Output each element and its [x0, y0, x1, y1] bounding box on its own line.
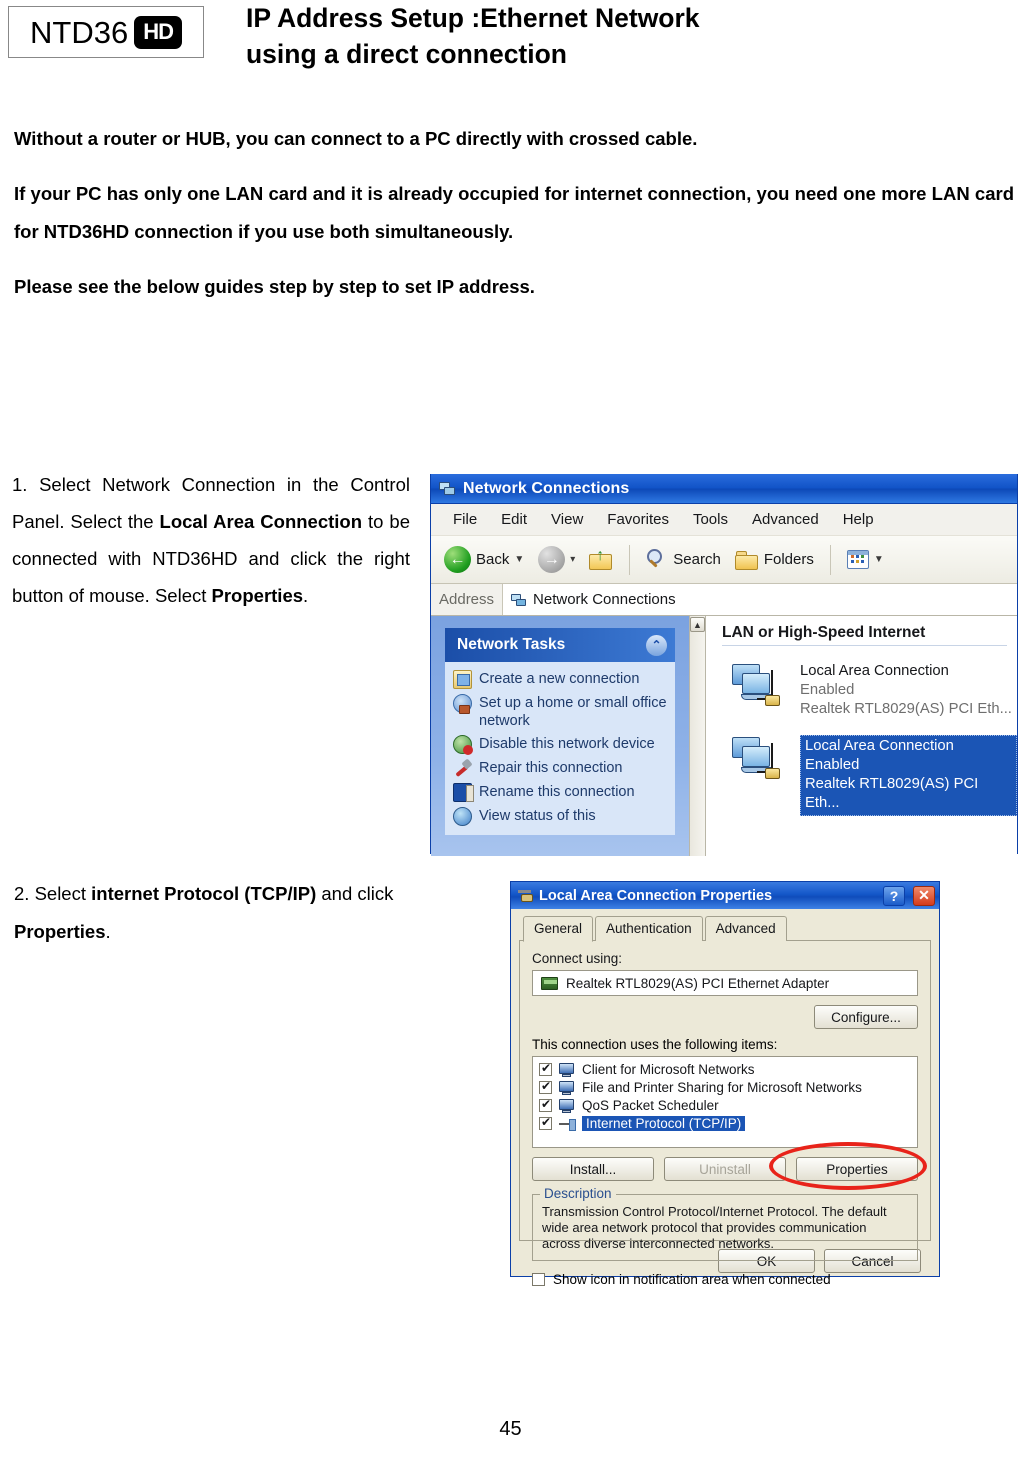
install-button[interactable]: Install... — [532, 1157, 654, 1181]
step-2-part-3: . — [105, 921, 111, 942]
task-setup-home-network[interactable] — [453, 694, 669, 730]
disable-device-icon — [453, 735, 472, 754]
chevron-down-icon-forward[interactable]: ▾ — [570, 554, 576, 565]
connect-using-label: Connect using: — [532, 951, 623, 966]
description-group — [532, 1186, 918, 1261]
search-button-label: Search — [673, 551, 721, 568]
component-checkbox[interactable] — [539, 1099, 552, 1112]
qos-scheduler-icon — [559, 1099, 575, 1113]
network-connection-icon-selected — [730, 735, 786, 783]
component-checkbox[interactable] — [539, 1081, 552, 1094]
step-1-part-1: 1. Select Network Connection in the Control Panel. Select the — [12, 474, 410, 532]
address-bar — [431, 584, 1017, 616]
configure-button-row — [532, 1005, 918, 1029]
page-title — [246, 0, 946, 72]
address-input[interactable] — [502, 584, 1017, 615]
component-label-selected: Internet Protocol (TCP/IP) — [582, 1116, 745, 1131]
network-adapter-icon — [518, 889, 533, 903]
adapter-field — [532, 970, 918, 996]
ok-button[interactable]: OK — [718, 1249, 815, 1273]
step-1-part-2: to be connected with NTD36HD and click the right button of mouse. Select — [12, 511, 411, 606]
wrench-icon — [453, 759, 472, 778]
chevron-down-icon[interactable]: ▼ — [514, 554, 525, 565]
address-label: Address — [439, 591, 495, 608]
component-row[interactable] — [539, 1098, 913, 1113]
component-row-selected[interactable] — [539, 1116, 913, 1131]
back-button[interactable] — [439, 544, 529, 575]
network-tasks-header[interactable] — [445, 628, 675, 662]
menu-bar — [431, 504, 1017, 536]
task-label: Create a new connection — [479, 671, 640, 687]
component-row[interactable] — [539, 1080, 913, 1095]
page-title-line1: IP Address Setup :Ethernet Network — [246, 3, 700, 33]
task-label: Repair this connection — [479, 760, 623, 776]
client-service-icon — [559, 1063, 575, 1077]
page-title-line2: using a direct connection — [246, 39, 567, 69]
views-icon — [847, 550, 869, 569]
properties-button[interactable]: Properties — [796, 1157, 918, 1181]
window-title-bar — [431, 474, 1017, 504]
task-disable-device[interactable] — [453, 735, 669, 754]
intro-paragraph-2: If your PC has only one LAN card and it is already occupied for internet connection, you need one more LAN card for NTD36HD connection if you use both simultaneously. — [14, 183, 1014, 242]
network-tasks-list — [445, 662, 675, 835]
collapse-chevron-icon[interactable]: ⌃ — [646, 635, 667, 656]
step-2-bold-1: internet Protocol (TCP/IP) — [91, 883, 317, 904]
step-1-part-3: . — [303, 585, 309, 606]
help-button[interactable]: ? — [883, 886, 905, 906]
forward-arrow-icon: → — [538, 546, 565, 573]
tab-advanced[interactable]: Advanced — [705, 916, 787, 941]
connection-item[interactable] — [706, 646, 1017, 719]
address-value: Network Connections — [533, 591, 676, 608]
page-header — [0, 0, 1021, 95]
connection-adapter-selected: Realtek RTL8029(AS) PCI Eth... — [805, 776, 979, 811]
window-title: Network Connections — [463, 479, 630, 497]
component-action-buttons — [532, 1157, 918, 1181]
connection-status: Enabled — [800, 682, 855, 698]
menu-item-edit[interactable]: Edit — [501, 511, 528, 528]
page-number: 45 — [499, 1418, 522, 1440]
home-network-icon — [453, 694, 472, 713]
task-label: Set up a home or small office network — [479, 695, 667, 729]
logo-hd-badge: HD — [134, 16, 182, 49]
step-2-part-1: 2. Select — [14, 883, 92, 904]
dialog-title-bar — [511, 882, 939, 909]
components-list[interactable] — [532, 1056, 918, 1148]
menu-item-help[interactable]: Help — [842, 511, 874, 528]
connection-adapter: Realtek RTL8029(AS) PCI Eth... — [800, 701, 1012, 717]
cancel-button[interactable]: Cancel — [824, 1249, 921, 1273]
tab-authentication[interactable]: Authentication — [595, 916, 703, 941]
description-legend: Description — [540, 1186, 616, 1201]
intro-text-block — [14, 120, 1014, 323]
configure-button[interactable]: Configure... — [814, 1005, 918, 1029]
network-tasks-title: Network Tasks — [457, 636, 566, 653]
task-view-status[interactable] — [453, 807, 669, 826]
intro-paragraph-3: Please see the below guides step by step to set IP address. — [14, 276, 535, 297]
component-row[interactable] — [539, 1062, 913, 1077]
show-icon-checkbox[interactable] — [532, 1273, 545, 1286]
lac-properties-dialog — [510, 881, 940, 1287]
adapter-name: Realtek RTL8029(AS) PCI Ethernet Adapter — [566, 975, 830, 991]
folders-button[interactable] — [730, 548, 819, 572]
intro-paragraph-1: Without a router or HUB, you can connect to a PC directly with crossed cable. — [14, 128, 698, 149]
dialog-content — [511, 909, 939, 1287]
window-body — [431, 616, 1017, 856]
show-icon-label: Show icon in notification area when connected — [553, 1272, 831, 1287]
search-icon — [646, 549, 668, 571]
items-label: This connection uses the following items: — [532, 1037, 778, 1052]
up-button[interactable] — [584, 547, 618, 572]
folders-button-label: Folders — [763, 551, 814, 568]
connections-list-pane — [706, 616, 1017, 856]
menu-item-tools[interactable]: Tools — [692, 511, 728, 528]
protocol-icon — [559, 1117, 575, 1131]
connection-name: Local Area Connection — [800, 663, 949, 679]
task-create-new-connection[interactable] — [453, 670, 669, 689]
toolbar-separator-2 — [830, 545, 831, 575]
toolbar-separator — [629, 545, 630, 575]
network-tasks-panel — [445, 628, 675, 835]
task-repair-connection[interactable] — [453, 759, 669, 778]
connection-item-selected[interactable] — [706, 719, 1017, 816]
menu-item-advanced[interactable]: Advanced — [752, 511, 819, 528]
forward-button[interactable] — [533, 544, 580, 575]
connection-text-selected — [800, 735, 1017, 816]
network-icon — [439, 480, 456, 497]
task-label: View status of this — [479, 808, 596, 824]
step-1-bold-1: Local Area Connection — [159, 511, 363, 532]
show-icon-row[interactable] — [532, 1272, 918, 1287]
step-2-instruction — [14, 875, 414, 951]
connection-text — [800, 662, 1012, 719]
menu-item-file[interactable]: File — [453, 511, 478, 528]
component-label: QoS Packet Scheduler — [582, 1098, 719, 1113]
description-text: Transmission Control Protocol/Internet Protocol. The default wide area network protocol that provides communication across diverse interconnected networks. — [542, 1204, 887, 1251]
network-connections-window — [430, 474, 1018, 854]
component-label: Client for Microsoft Networks — [582, 1062, 755, 1077]
connection-name-selected: Local Area Connection — [805, 738, 954, 754]
views-button[interactable] — [842, 548, 889, 571]
component-label: File and Printer Sharing for Microsoft Networks — [582, 1080, 862, 1095]
group-header-lan: LAN or High-Speed Internet — [722, 624, 926, 641]
new-connection-icon — [453, 670, 472, 689]
component-checkbox[interactable] — [539, 1063, 552, 1076]
uninstall-button: Uninstall — [664, 1157, 786, 1181]
search-button[interactable] — [641, 547, 726, 573]
task-label: Disable this network device — [479, 736, 655, 752]
back-arrow-icon: ← — [444, 546, 471, 573]
tab-strip — [519, 916, 931, 941]
step-2-bold-2: Properties — [14, 921, 106, 942]
menu-item-view[interactable]: View — [551, 511, 584, 528]
chevron-down-icon-views[interactable]: ▼ — [873, 554, 884, 565]
nic-card-icon — [541, 977, 558, 990]
network-connection-icon — [730, 662, 786, 710]
task-label: Rename this connection — [479, 784, 635, 800]
folder-icon — [735, 550, 759, 570]
close-icon[interactable]: ✕ — [913, 886, 935, 906]
toolbar — [431, 536, 1017, 584]
back-button-label: Back — [476, 551, 510, 568]
task-rename-connection[interactable] — [453, 783, 669, 802]
logo-text: NTD36 — [30, 14, 129, 50]
product-logo — [8, 6, 204, 58]
tab-general[interactable]: General — [523, 916, 593, 942]
up-folder-icon: ↑ — [589, 549, 613, 570]
step-1-instruction — [12, 466, 410, 614]
view-status-icon — [453, 807, 472, 826]
step-1-bold-2: Properties — [211, 585, 304, 606]
address-network-icon — [511, 592, 527, 608]
connection-status-selected: Enabled — [805, 757, 860, 773]
step-2-part-2: and click — [316, 883, 394, 904]
file-sharing-icon — [559, 1081, 575, 1095]
menu-item-favorites[interactable]: Favorites — [607, 511, 669, 528]
scroll-up-icon[interactable]: ▲ — [690, 617, 705, 632]
vertical-scrollbar[interactable] — [689, 616, 706, 856]
dialog-title: Local Area Connection Properties — [539, 887, 773, 904]
component-checkbox[interactable] — [539, 1117, 552, 1130]
tasks-sidebar — [431, 616, 689, 856]
rename-icon — [453, 783, 472, 802]
